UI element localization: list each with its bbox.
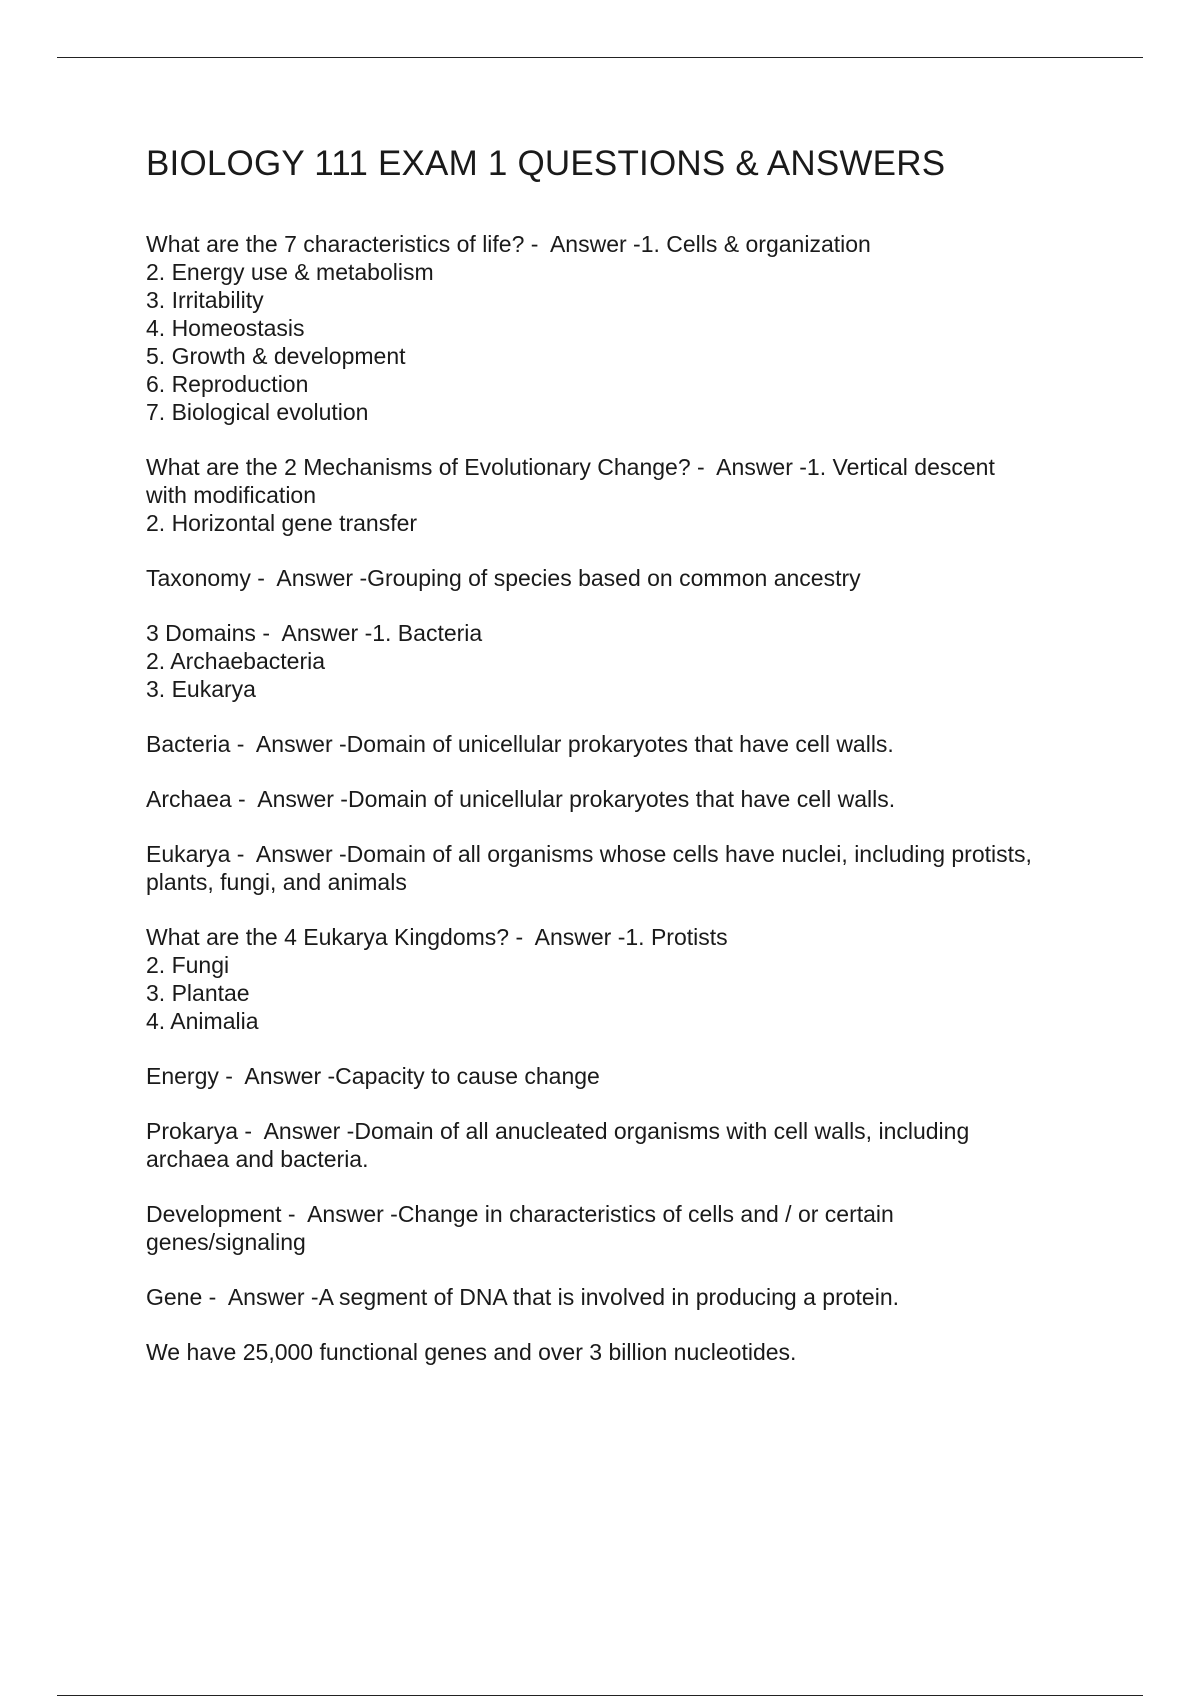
top-rule — [57, 57, 1143, 58]
qa-entry — [146, 619, 1106, 703]
qa-entry-answer-line: with modification — [146, 482, 317, 508]
bottom-rule — [57, 1695, 1143, 1696]
qa-entry-question-line: Gene - Answer -A segment of DNA that is involved in producing a protein. — [146, 1284, 900, 1310]
qa-entry-question-line: Archaea - Answer -Domain of unicellular prokaryotes that have cell walls. — [146, 786, 896, 812]
qa-entry-question-line: Energy - Answer -Capacity to cause change — [146, 1063, 600, 1089]
qa-entry-answer-line: 7. Biological evolution — [146, 399, 369, 425]
qa-entry-question-line: Taxonomy - Answer -Grouping of species based on common ancestry — [146, 565, 861, 591]
qa-entry-question-line: What are the 4 Eukarya Kingdoms? - Answer -1. Protists — [146, 924, 728, 950]
qa-entry-question-line: Eukarya - Answer -Domain of all organisms whose cells have nuclei, including protists, — [146, 841, 1032, 867]
qa-entry — [146, 1338, 1106, 1366]
qa-entry-answer-line: plants, fungi, and animals — [146, 869, 407, 895]
qa-entry-question-line: Development - Answer -Change in characteristics of cells and / or certain — [146, 1201, 894, 1227]
qa-entry-answer-line: archaea and bacteria. — [146, 1146, 369, 1172]
qa-entry-answer-line: 3. Irritability — [146, 287, 264, 313]
qa-entry-question-line: We have 25,000 functional genes and over 3 billion nucleotides. — [146, 1339, 797, 1365]
qa-entry-question-line: 3 Domains - Answer -1. Bacteria — [146, 620, 483, 646]
qa-entry-answer-line: genes/signaling — [146, 1229, 306, 1255]
qa-entry-answer-line: 3. Plantae — [146, 980, 250, 1006]
qa-entry — [146, 840, 1106, 896]
qa-entry — [146, 1200, 1106, 1256]
qa-entry-answer-line: 2. Archaebacteria — [146, 648, 326, 674]
qa-entry-question-line: What are the 2 Mechanisms of Evolutionary Change? - Answer -1. Vertical descent — [146, 454, 995, 480]
qa-entry-answer-line: 3. Eukarya — [146, 676, 256, 702]
qa-entry-answer-line: 6. Reproduction — [146, 371, 309, 397]
qa-entry — [146, 923, 1106, 1035]
qa-entry — [146, 564, 1106, 592]
qa-entry-answer-line: 4. Homeostasis — [146, 315, 305, 341]
qa-entry-answer-line: 2. Horizontal gene transfer — [146, 510, 418, 536]
qa-entry-question-line: What are the 7 characteristics of life? - Answer -1. Cells & organization — [146, 231, 871, 257]
qa-entry — [146, 1283, 1106, 1311]
qa-entry-answer-line: 5. Growth & development — [146, 343, 406, 369]
qa-entry-question-line: Prokarya - Answer -Domain of all anucleated organisms with cell walls, including — [146, 1118, 970, 1144]
qa-entry — [146, 453, 1106, 537]
qa-entry-answer-line: 2. Energy use & metabolism — [146, 259, 434, 285]
document-body — [146, 140, 1106, 1393]
qa-entry — [146, 1062, 1106, 1090]
qa-entry — [146, 1117, 1106, 1173]
qa-entry-question-line: Bacteria - Answer -Domain of unicellular prokaryotes that have cell walls. — [146, 731, 894, 757]
qa-entry — [146, 785, 1106, 813]
qa-entry — [146, 230, 1106, 426]
qa-entry-list — [146, 230, 1106, 1366]
qa-entry-answer-line: 2. Fungi — [146, 952, 230, 978]
document-title: BIOLOGY 111 EXAM 1 QUESTIONS & ANSWERS — [146, 144, 946, 183]
qa-entry — [146, 730, 1106, 758]
qa-entry-answer-line: 4. Animalia — [146, 1008, 259, 1034]
